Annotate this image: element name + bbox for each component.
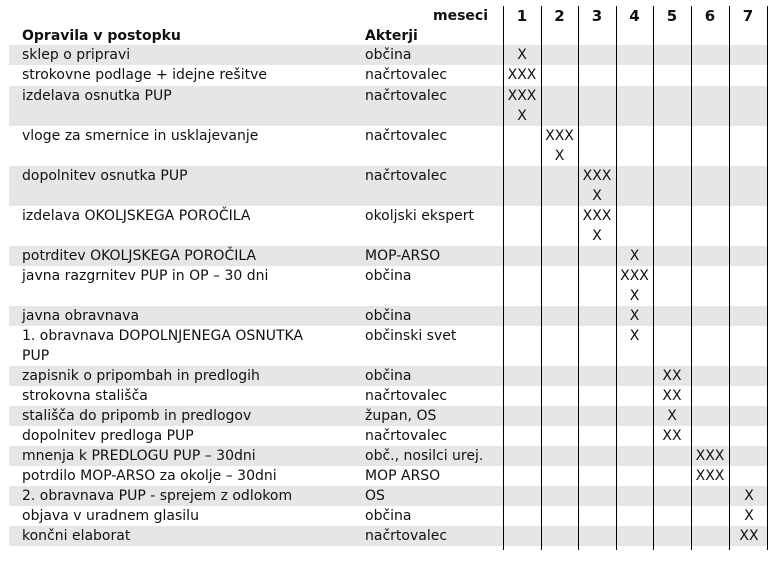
- actor-name: občina: [365, 47, 412, 63]
- task-name: javna razgrnitev PUP in OP – 30 dni: [22, 268, 269, 284]
- month-header-2: 2: [554, 7, 565, 25]
- task-name: strokovna stališča: [22, 388, 148, 404]
- month-header-6: 6: [704, 7, 716, 25]
- month-divider: [691, 6, 692, 550]
- month-mark: XX: [739, 528, 759, 544]
- month-divider: [578, 6, 579, 550]
- task-name: strokovne podlage + idejne rešitve: [22, 67, 267, 83]
- actor-name: okoljski ekspert: [365, 208, 475, 224]
- month-mark: X: [744, 488, 754, 504]
- actor-name: župan, OS: [365, 408, 437, 424]
- month-mark: XXX: [507, 67, 537, 83]
- task-name: sklep o pripravi: [22, 47, 131, 63]
- month-mark: X: [629, 248, 640, 264]
- actor-name: MOP-ARSO: [365, 248, 441, 264]
- month-header-7: 7: [742, 7, 754, 25]
- actor-name: MOP ARSO: [365, 468, 441, 484]
- month-mark: XXX X: [582, 208, 612, 244]
- actor-name: občina: [365, 368, 412, 384]
- month-divider: [653, 6, 654, 550]
- actor-name: občinski svet: [365, 328, 457, 344]
- months-label: meseci: [433, 8, 489, 24]
- task-column-header: Opravila v postopku: [22, 28, 181, 44]
- task-name: potrditev OKOLJSKEGA POROČILA: [22, 248, 257, 264]
- task-name: zapisnik o pripombah in predlogih: [22, 368, 260, 384]
- actor-name: obč., nosilci urej.: [365, 448, 484, 464]
- task-name: izdelava OKOLJSKEGA POROČILA: [22, 208, 251, 224]
- actor-name: načrtovalec: [365, 88, 448, 104]
- actor-name: načrtovalec: [365, 528, 448, 544]
- task-name: dopolnitev osnutka PUP: [22, 168, 188, 184]
- actor-name: načrtovalec: [365, 128, 448, 144]
- task-name: dopolnitev predloga PUP: [22, 428, 194, 444]
- actor-name: načrtovalec: [365, 168, 448, 184]
- month-header-4: 4: [629, 7, 640, 25]
- month-mark: XXX: [695, 448, 725, 464]
- actor-name: občina: [365, 268, 412, 284]
- month-mark: XXX X: [507, 88, 537, 124]
- task-name: objava v uradnem glasilu: [22, 508, 199, 524]
- task-name: mnenja k PREDLOGU PUP – 30dni: [22, 448, 256, 464]
- month-mark: X: [517, 47, 527, 63]
- actor-name: občina: [365, 308, 412, 324]
- month-mark: XXX: [695, 468, 725, 484]
- task-name: stališča do pripomb in predlogov: [22, 408, 252, 424]
- month-mark: XX: [662, 428, 682, 444]
- task-name: 1. obravnava DOPOLNJENEGA OSNUTKA PUP: [22, 328, 304, 364]
- month-divider: [616, 6, 617, 550]
- month-header-3: 3: [591, 7, 603, 25]
- task-name: javna obravnava: [22, 308, 140, 324]
- month-mark: X: [629, 308, 640, 324]
- month-mark: X: [744, 508, 754, 524]
- actor-name: načrtovalec: [365, 67, 448, 83]
- month-divider: [541, 6, 542, 550]
- month-mark: XXX X: [545, 128, 574, 164]
- month-mark: XXX X: [582, 168, 612, 204]
- task-name: izdelava osnutka PUP: [22, 88, 172, 104]
- month-header-5: 5: [666, 7, 678, 25]
- month-divider: [767, 6, 768, 550]
- month-mark: XX: [662, 368, 682, 384]
- month-divider: [729, 6, 730, 550]
- actor-column-header: Akterji: [365, 28, 418, 44]
- month-mark: XXX X: [620, 268, 649, 304]
- month-divider: [503, 6, 504, 550]
- task-name: vloge za smernice in usklajevanje: [22, 128, 259, 144]
- month-mark: X: [667, 408, 677, 424]
- actor-name: načrtovalec: [365, 388, 448, 404]
- task-name: 2. obravnava PUP - sprejem z odlokom: [22, 488, 293, 504]
- task-name: potrdilo MOP-ARSO za okolje – 30dni: [22, 468, 277, 484]
- actor-name: občina: [365, 508, 412, 524]
- actor-name: OS: [365, 488, 385, 504]
- month-mark: XX: [662, 388, 682, 404]
- task-name: končni elaborat: [22, 528, 131, 544]
- month-mark: X: [629, 328, 640, 344]
- actor-name: načrtovalec: [365, 428, 448, 444]
- month-header-1: 1: [516, 7, 528, 25]
